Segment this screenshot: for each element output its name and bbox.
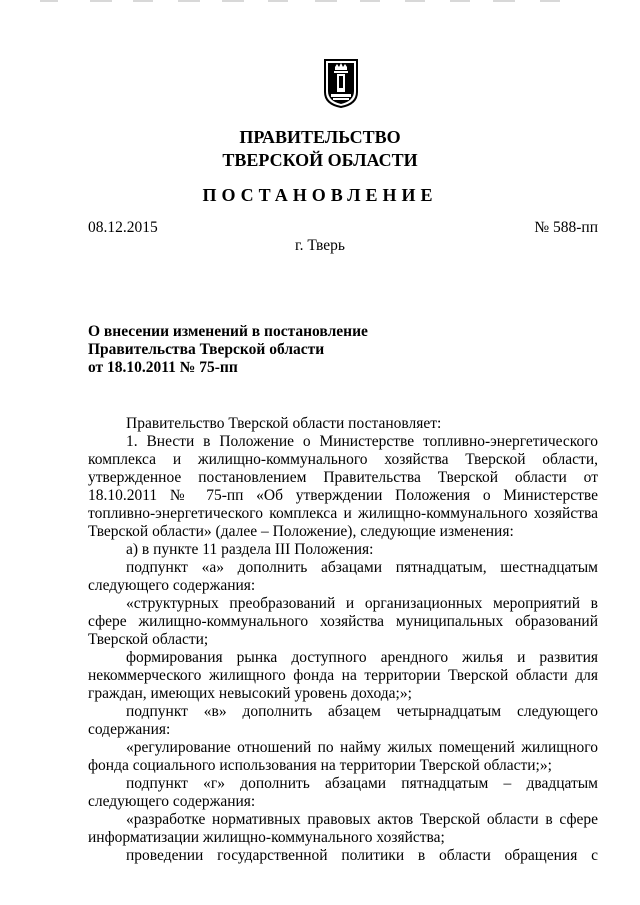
paragraph: а) в пункте 11 раздела III Положения: [126, 541, 374, 558]
paragraph: «структурных преобразований и организационных мероприятий в сфере жилищно-коммунального хозяйства муниципальных образований Тверской области; [88, 595, 598, 648]
org-line-1: ПРАВИТЕЛЬСТВО [239, 127, 401, 147]
document-type: ПОСТАНОВЛЕНИЕ [202, 185, 438, 205]
scan-artifact [360, 0, 380, 2]
scan-artifact [90, 0, 112, 2]
document-number: № 588-пп [534, 219, 598, 236]
org-line-2: ТВЕРСКОЙ ОБЛАСТИ [222, 150, 418, 170]
paragraph: «регулирование отношений по найму жилых помещений жилищного фонда социального использования на территории Тверской области;»; [88, 739, 598, 774]
document-title [88, 323, 368, 377]
scan-artifact [540, 0, 560, 2]
organization-name [0, 126, 640, 172]
paragraph: Правительство Тверской области постановляет: [126, 415, 442, 432]
scan-artifact [450, 0, 470, 2]
title-line-1: О внесении изменений в постановление [88, 323, 368, 340]
scan-artifact [493, 0, 515, 2]
paragraph: 1. Внести в Положение о Министерстве топливно-энергетического комплекса и жилищно-коммунального хозяйства Тверской области, утвержденное постановлением Правительства Тверской области от 18.10.2011 № 75-пп «Об утверждении Положения о Министерстве топливно-энергетического комплекса и жилищно-коммунального хозяйства Тверской области» (далее – Положение), следующие изменения: [88, 433, 598, 540]
scan-artifact [405, 0, 425, 2]
scan-artifact [222, 0, 244, 2]
title-line-3: от 18.10.2011 № 75-пп [88, 359, 238, 376]
coat-of-arms-icon [323, 58, 359, 108]
paragraph: подпункт «в» дополнить абзацем четырнадцатым следующего содержания: [88, 703, 598, 738]
paragraph: подпункт «а» дополнить абзацами пятнадцатым, шестнадцатым следующего содержания: [88, 559, 598, 594]
scan-artifact [178, 0, 200, 2]
scan-artifact [133, 0, 153, 2]
document-city: г. Тверь [295, 237, 345, 254]
document-date: 08.12.2015 [88, 219, 158, 236]
document-body [88, 415, 598, 865]
paragraph: проведении государственной политики в области обращения с [126, 847, 598, 864]
scan-artifact [315, 0, 337, 2]
scan-artifact [268, 0, 288, 2]
paragraph: формирования рынка доступного арендного жилья и развития некоммерческого жилищного фонда на территории Тверской области для граждан, имеющих невысокий уровень дохода;»; [88, 649, 598, 702]
title-line-2: Правительства Тверской области [88, 341, 325, 358]
paragraph: «разработке нормативных правовых актов Тверской области в сфере информатизации жилищно-коммунального хозяйства; [88, 811, 598, 846]
scan-artifact [40, 0, 58, 2]
paragraph: подпункт «г» дополнить абзацами пятнадцатым – двадцатым следующего содержания: [88, 775, 598, 810]
